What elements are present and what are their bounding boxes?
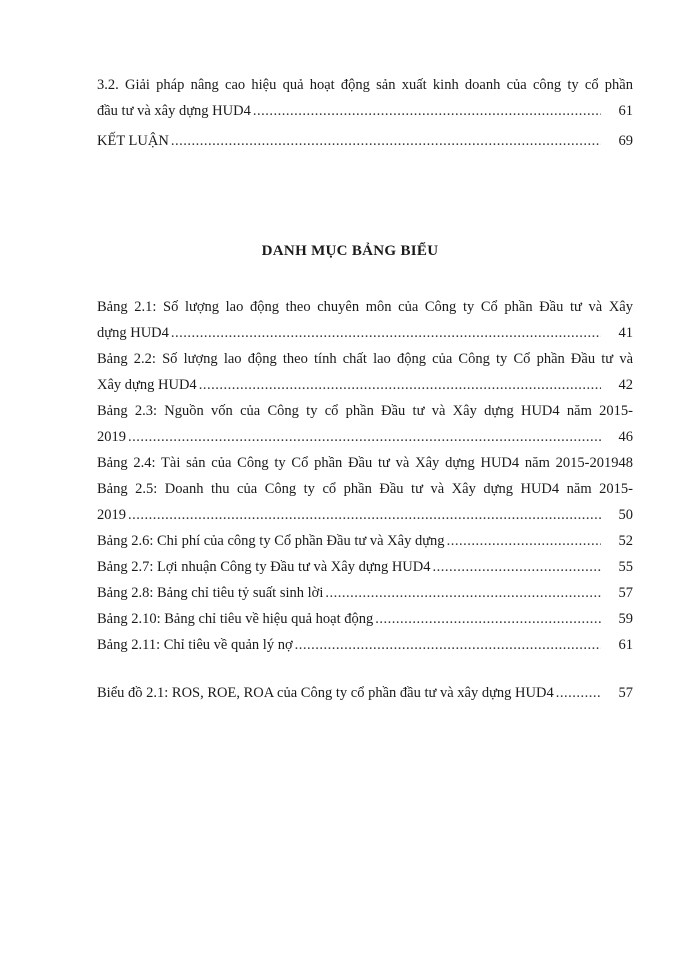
entry-title-cont: Xây dựng HUD4 [97, 377, 197, 393]
dot-leader [128, 424, 601, 450]
dot-leader [295, 632, 601, 658]
dot-leader [325, 580, 601, 606]
table-entry-2-6 [97, 528, 633, 554]
page-number: 42 [618, 377, 633, 393]
page-number: 52 [618, 533, 633, 549]
entry-title: Bảng 2.11: Chỉ tiêu về quản lý nợ [97, 637, 293, 653]
table-entry-2-1 [97, 294, 633, 346]
dot-leader [128, 502, 601, 528]
entry-title-cont: 2019 [97, 507, 126, 523]
page-number: 61 [618, 103, 633, 119]
entry-title: Bảng 2.2: Số lượng lao động theo tính chất lao động của Công ty Cổ phần Đầu tư và [97, 351, 633, 367]
chart-entry-2-1 [97, 680, 633, 706]
entry-title: Bảng 2.7: Lợi nhuận Công ty Đầu tư và Xây dựng HUD4 [97, 559, 431, 575]
dot-leader [433, 554, 602, 580]
table-entry-2-10 [97, 606, 633, 632]
page-number: 57 [618, 585, 633, 601]
page-number: 69 [618, 133, 633, 149]
dot-leader [253, 98, 601, 124]
table-entry-2-3 [97, 398, 633, 450]
entry-title: Bảng 2.6: Chi phí của công ty Cổ phần Đầu tư và Xây dựng [97, 533, 445, 549]
page-number: 41 [618, 325, 633, 341]
table-entry-2-2 [97, 346, 633, 398]
page-number: 59 [618, 611, 633, 627]
page-number: 55 [618, 559, 633, 575]
page-number: 61 [618, 637, 633, 653]
toc-entry-conclusion [97, 128, 633, 154]
table-entry-2-8 [97, 580, 633, 606]
toc-entry-title-cont: đầu tư và xây dựng HUD4 [97, 103, 251, 119]
page-number: 57 [618, 685, 633, 701]
toc-entry-3-2 [97, 72, 633, 124]
toc-entry-title: 3.2. Giải pháp nâng cao hiệu quả hoạt động sản xuất kinh doanh của công ty cổ phần [97, 77, 633, 93]
table-entry-2-11 [97, 632, 633, 658]
entry-title: Bảng 2.5: Doanh thu của Công ty cổ phần Đầu tư và Xây dựng HUD4 năm 2015- [97, 481, 633, 497]
entry-title: Bảng 2.4: Tài sản của Công ty Cổ phần Đầu tư và Xây dựng HUD4 năm 2015-201948 [97, 455, 633, 471]
entry-title: Bảng 2.3: Nguồn vốn của Công ty cổ phần Đầu tư và Xây dựng HUD4 năm 2015- [97, 403, 633, 419]
entry-title: Bảng 2.8: Bảng chỉ tiêu tỷ suất sinh lời [97, 585, 324, 601]
table-entry-2-7 [97, 554, 633, 580]
dot-leader [199, 372, 601, 398]
entry-title-cont: dựng HUD4 [97, 325, 169, 341]
dot-leader [171, 128, 601, 154]
list-of-tables-heading: DANH MỤC BẢNG BIỂU [261, 243, 439, 259]
entry-title: Biểu đồ 2.1: ROS, ROE, ROA của Công ty cổ phần đầu tư và xây dựng HUD4 [97, 685, 554, 701]
page-number: 46 [618, 429, 633, 445]
dot-leader [447, 528, 601, 554]
page-number: 50 [618, 507, 633, 523]
toc-entry-row [97, 98, 633, 124]
dot-leader [556, 680, 601, 706]
entry-title: Bảng 2.1: Số lượng lao động theo chuyên môn của Công ty Cổ phần Đầu tư và Xây [97, 299, 633, 315]
table-entry-2-5 [97, 476, 633, 528]
dot-leader [171, 320, 601, 346]
entry-title-cont: 2019 [97, 429, 126, 445]
dot-leader [375, 606, 601, 632]
table-entry-2-4 [97, 450, 633, 476]
entry-title: Bảng 2.10: Bảng chỉ tiêu về hiệu quả hoạt động [97, 611, 374, 627]
toc-entry-title: KẾT LUẬN [97, 133, 169, 149]
